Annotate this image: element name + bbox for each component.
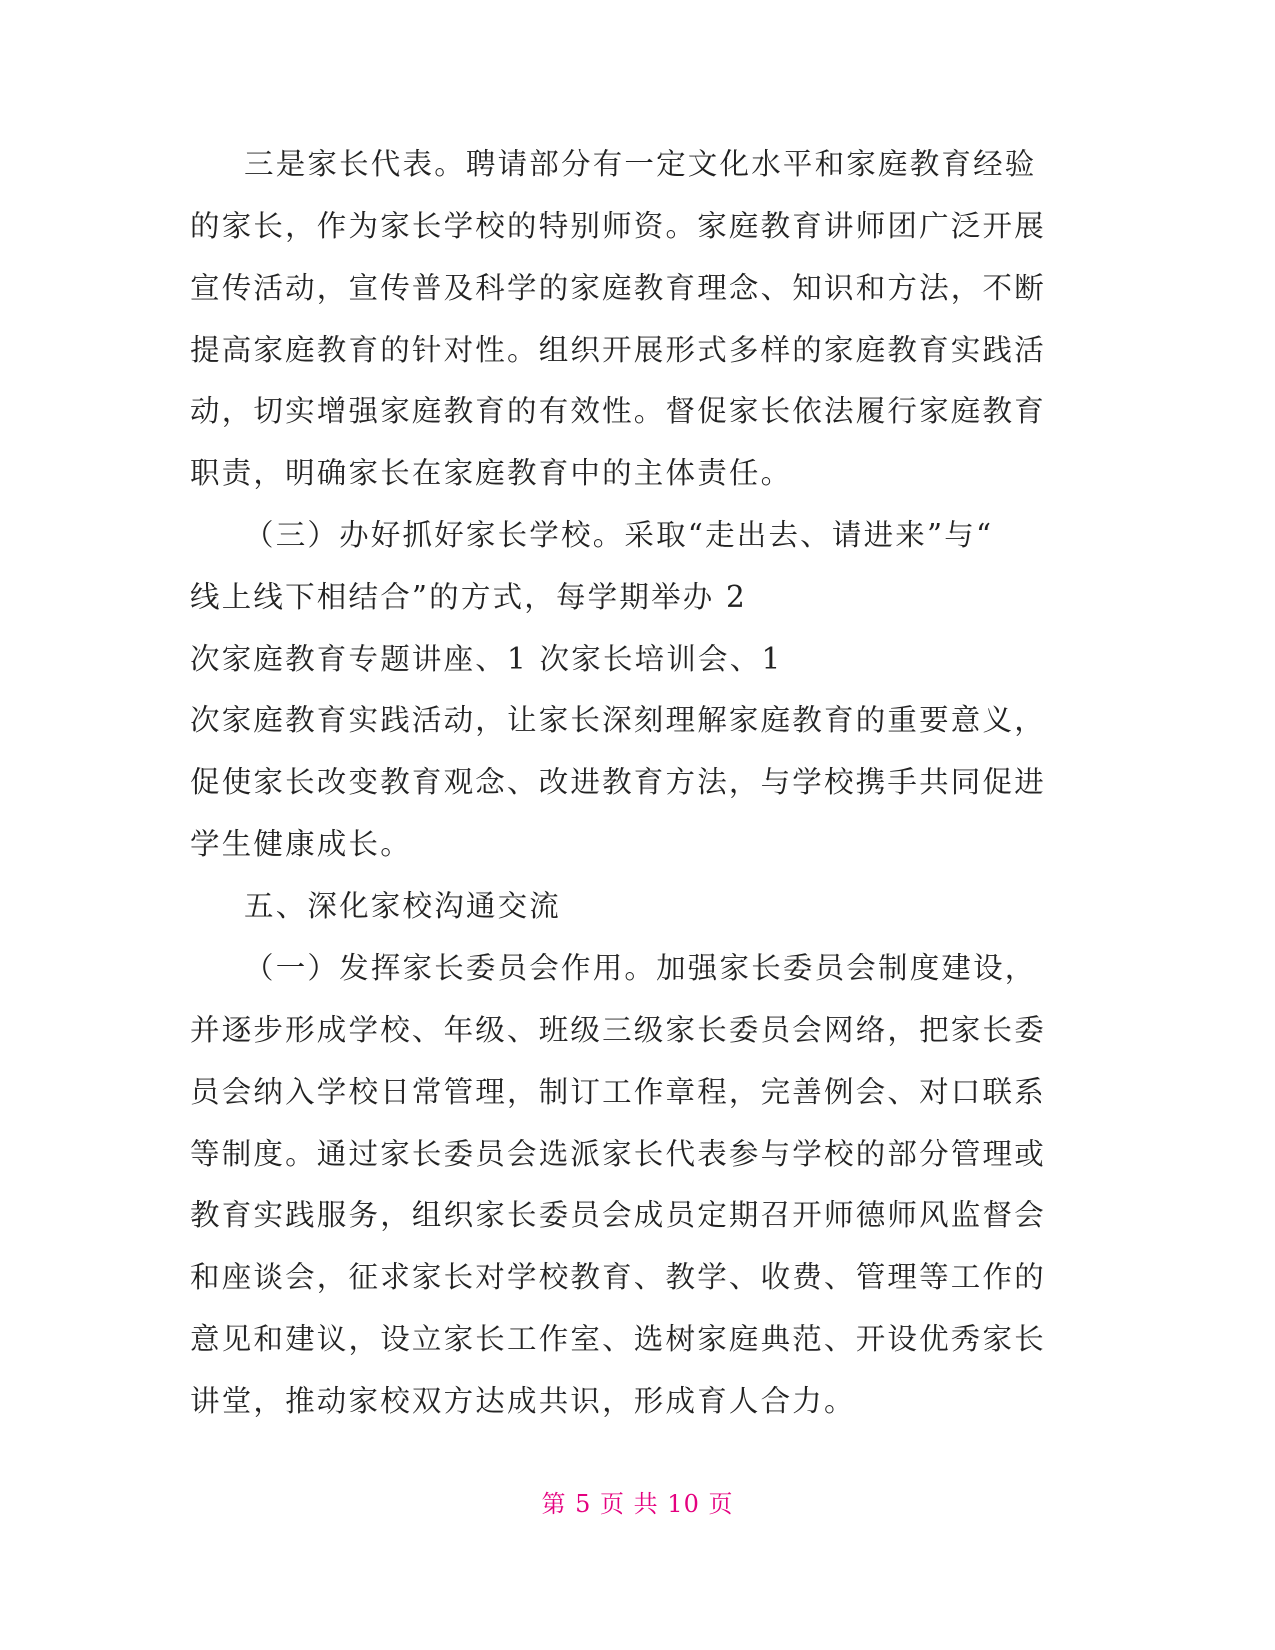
paragraph-line: 促使家长改变教育观念、改进教育方法，与学校携手共同促进 — [190, 765, 1046, 799]
paragraph-line: （一）发挥家长委员会作用。加强家长委员会制度建设， — [244, 951, 1037, 985]
paragraph-line: 学生健康成长。 — [190, 827, 412, 861]
paragraph-line: 意见和建议，设立家长工作室、选树家庭典范、开设优秀家长 — [190, 1322, 1046, 1356]
paragraph-line: 次家庭教育专题讲座、1 次家长培训会、1 — [190, 642, 783, 676]
page-number-footer: 第 5 页 共 10 页 — [541, 1490, 734, 1518]
paragraph-line: 员会纳入学校日常管理，制订工作章程，完善例会、对口联系 — [190, 1075, 1046, 1109]
paragraph-line: 动，切实增强家庭教育的有效性。督促家长依法履行家庭教育 — [190, 394, 1046, 428]
paragraph-line: 职责，明确家长在家庭教育中的主体责任。 — [190, 456, 793, 490]
paragraph-line: 次家庭教育实践活动，让家长深刻理解家庭教育的重要意义， — [190, 703, 1046, 737]
paragraph-line: 等制度。通过家长委员会选派家长代表参与学校的部分管理或 — [190, 1137, 1046, 1171]
paragraph-line: 教育实践服务，组织家长委员会成员定期召开师德师风监督会 — [190, 1198, 1046, 1232]
paragraph-line: 宣传活动，宣传普及科学的家庭教育理念、知识和方法，不断 — [190, 271, 1046, 305]
paragraph-line: 和座谈会，征求家长对学校教育、教学、收费、管理等工作的 — [190, 1260, 1046, 1294]
paragraph-line: （三）办好抓好家长学校。采取“走出去、请进来”与“ — [244, 518, 994, 552]
section-heading: 五、深化家校沟通交流 — [244, 889, 562, 923]
paragraph-line: 提高家庭教育的针对性。组织开展形式多样的家庭教育实践活 — [190, 333, 1046, 367]
paragraph-line: 的家长，作为家长学校的特别师资。家庭教育讲师团广泛开展 — [190, 209, 1046, 243]
paragraph-line: 三是家长代表。聘请部分有一定文化水平和家庭教育经验 — [244, 147, 1037, 181]
paragraph-line: 并逐步形成学校、年级、班级三级家长委员会网络，把家长委 — [190, 1013, 1046, 1047]
paragraph-line: 线上线下相结合”的方式，每学期举办 2 — [190, 580, 748, 614]
paragraph-line: 讲堂，推动家校双方达成共识，形成育人合力。 — [190, 1384, 856, 1418]
